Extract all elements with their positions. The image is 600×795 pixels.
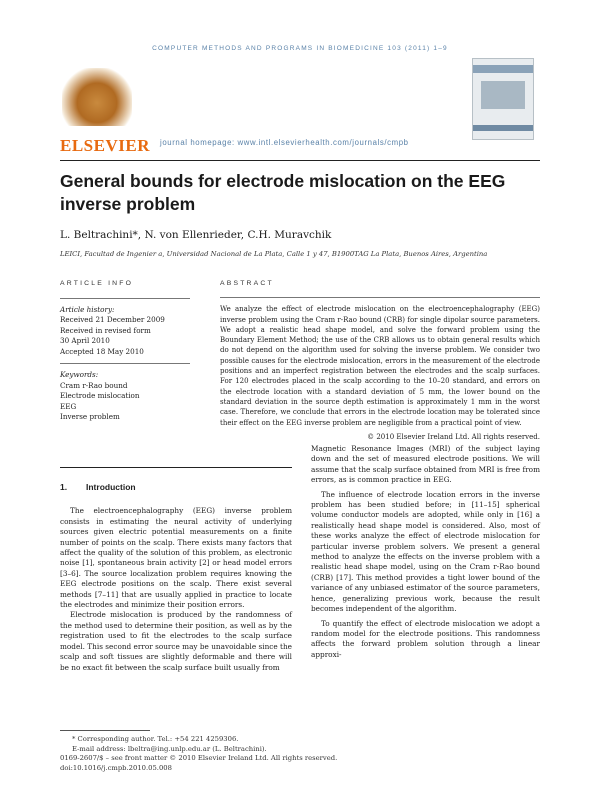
abstract-heading: ABSTRACT <box>220 280 274 287</box>
abstract-text: We analyze the effect of electrode mislocation on the electroencephalography (EEG) inverse problem using the Cram r-Rao bound (CRB) for single dipolar source parameters. We adopt a realistic head shape model, and solve the forward problem using the Boundary Element Method; the use of the CRB allows us to obtain general results which do not depend on the algorithm used for solving the inverse problem. We consider two possible causes for the electrode mislocation, errors in the measurement of the electrode positions and an imperfect registration between the electrodes and the scalp surfaces. For 120 electrodes placed in the scalp according to the 10–20 standard, and errors on the electrode location with a standard deviation of 5 mm, the lower bound on the standard deviation in the source depth estimation is approximately 1 mm in the worst case. Therefore, we conclude that errors in the electrode location may be tolerated since their effect on the EEG inverse problem are negligible from a practical point of view. <box>220 305 540 427</box>
received-date: Received 21 December 2009 <box>60 315 165 324</box>
article-info-panel <box>60 279 190 423</box>
revised-label: Received in revised form <box>60 325 151 335</box>
elsevier-logo-tree <box>62 68 132 126</box>
journal-cover-thumbnail <box>472 58 534 140</box>
body-column-left <box>60 482 292 673</box>
accepted-date: Accepted 18 May 2010 <box>60 346 144 356</box>
publisher-logo-text: ELSEVIER <box>60 136 150 155</box>
abstract-copyright: © 2010 Elsevier Ireland Ltd. All rights reserved. <box>367 432 540 441</box>
keyword-item: EEG <box>60 401 77 411</box>
keyword-item: Inverse problem <box>60 412 120 421</box>
section-heading-introduction <box>60 482 292 492</box>
keywords-label: Keywords: <box>60 370 99 379</box>
header-divider <box>60 160 540 161</box>
body-column-right <box>311 444 540 660</box>
journal-masthead <box>60 58 540 158</box>
doi-link[interactable]: doi:10.1016/j.cmpb.2010.05.008 <box>60 763 172 772</box>
journal-homepage[interactable]: journal homepage: www.intl.elsevierhealth.com/journals/cmpb <box>160 138 409 147</box>
footnote-block <box>60 730 360 773</box>
paragraph: The electroencephalography (EEG) inverse problem consists in estimating the neural activity of underlying sources given electric potential measurements on a finite number of points on the scalp. There exists many factors that affect the quality of the solution of this problem, as electronic noise [1], spontaneous brain activity [2] or head model errors [3–6]. The source localization problem requires knowing the EEG electrode positions on the scalp. There exist several methods [7–11] that are usually applied in practice to locate the electrodes and minimize their position errors. <box>60 506 292 610</box>
revised-date: 30 April 2010 <box>60 336 110 345</box>
journal-citation-line: COMPUTER METHODS AND PROGRAMS IN BIOMEDICINE 103 (2011) 1–9 <box>152 45 448 52</box>
author-affiliation: LEICI, Facultad de Ingenier a, Universidad Nacional de La Plata, Calle 1 y 47, B1900TAG La Plata, Buenos Aires, Argentina <box>60 250 488 258</box>
paragraph: Magnetic Resonance Images (MRI) of the subject laying down and the set of measured electrode positions. We will assume that the scalp surface obtained from MRI is free from errors, as is common practice in EEG. <box>311 444 540 485</box>
section-title: Introduction <box>86 482 136 492</box>
section-divider <box>60 467 292 468</box>
keyword-item: Cram r-Rao bound <box>60 380 128 390</box>
paragraph: Electrode mislocation is produced by the randomness of the method used to determine their position, as well as by the registration used to fit the electrodes to the scalp surface model. This second error source may be unavoidable since the scalp and soft tissues are slightly deformable and there will be no exact fit between the scalp surface built usually from <box>60 610 292 672</box>
corresponding-author-note: * Corresponding author. Tel.: +54 221 4259306. <box>72 735 239 743</box>
issn-line: 0169-2607/$ – see front matter © 2010 Elsevier Ireland Ltd. All rights reserved. <box>60 754 338 762</box>
paragraph: The influence of electrode location errors in the inverse problem has been studied before; in [11–15] spherical volume conductor models are adopted, while only in [16] a realistically head shape model is considered. Also, most of these works analyze the effect of electrode mislocation for particular inverse problem solvers. We present a general method to analyze the effects on the inverse problem with a realistic head shape model, using on the Cram r-Rao bound (CRB) [17]. This method provides a tight lower bound of the variance of any unbiased estimator of the source parameters, hence, generalizing previous work, because the result becomes independent of the algorithm. <box>311 489 540 614</box>
author-email[interactable]: E-mail address: lbeltra@ing.unlp.edu.ar (L. Beltrachini). <box>72 744 267 753</box>
article-authors: L. Beltrachini*, N. von Ellenrieder, C.H. Muravchik <box>60 229 332 241</box>
abstract-panel <box>220 279 540 442</box>
keyword-item: Electrode mislocation <box>60 391 140 400</box>
section-number: 1. <box>60 482 68 492</box>
paragraph: To quantify the effect of electrode mislocation we adopt a random model for the electrode positions. This randomness affects the forward problem solution through a linear approxi- <box>311 618 540 659</box>
article-info-heading: ARTICLE INFO <box>60 280 134 287</box>
history-label: Article history: <box>60 304 115 314</box>
article-title: General bounds for electrode mislocation on the EEG inverse problem <box>60 171 506 214</box>
